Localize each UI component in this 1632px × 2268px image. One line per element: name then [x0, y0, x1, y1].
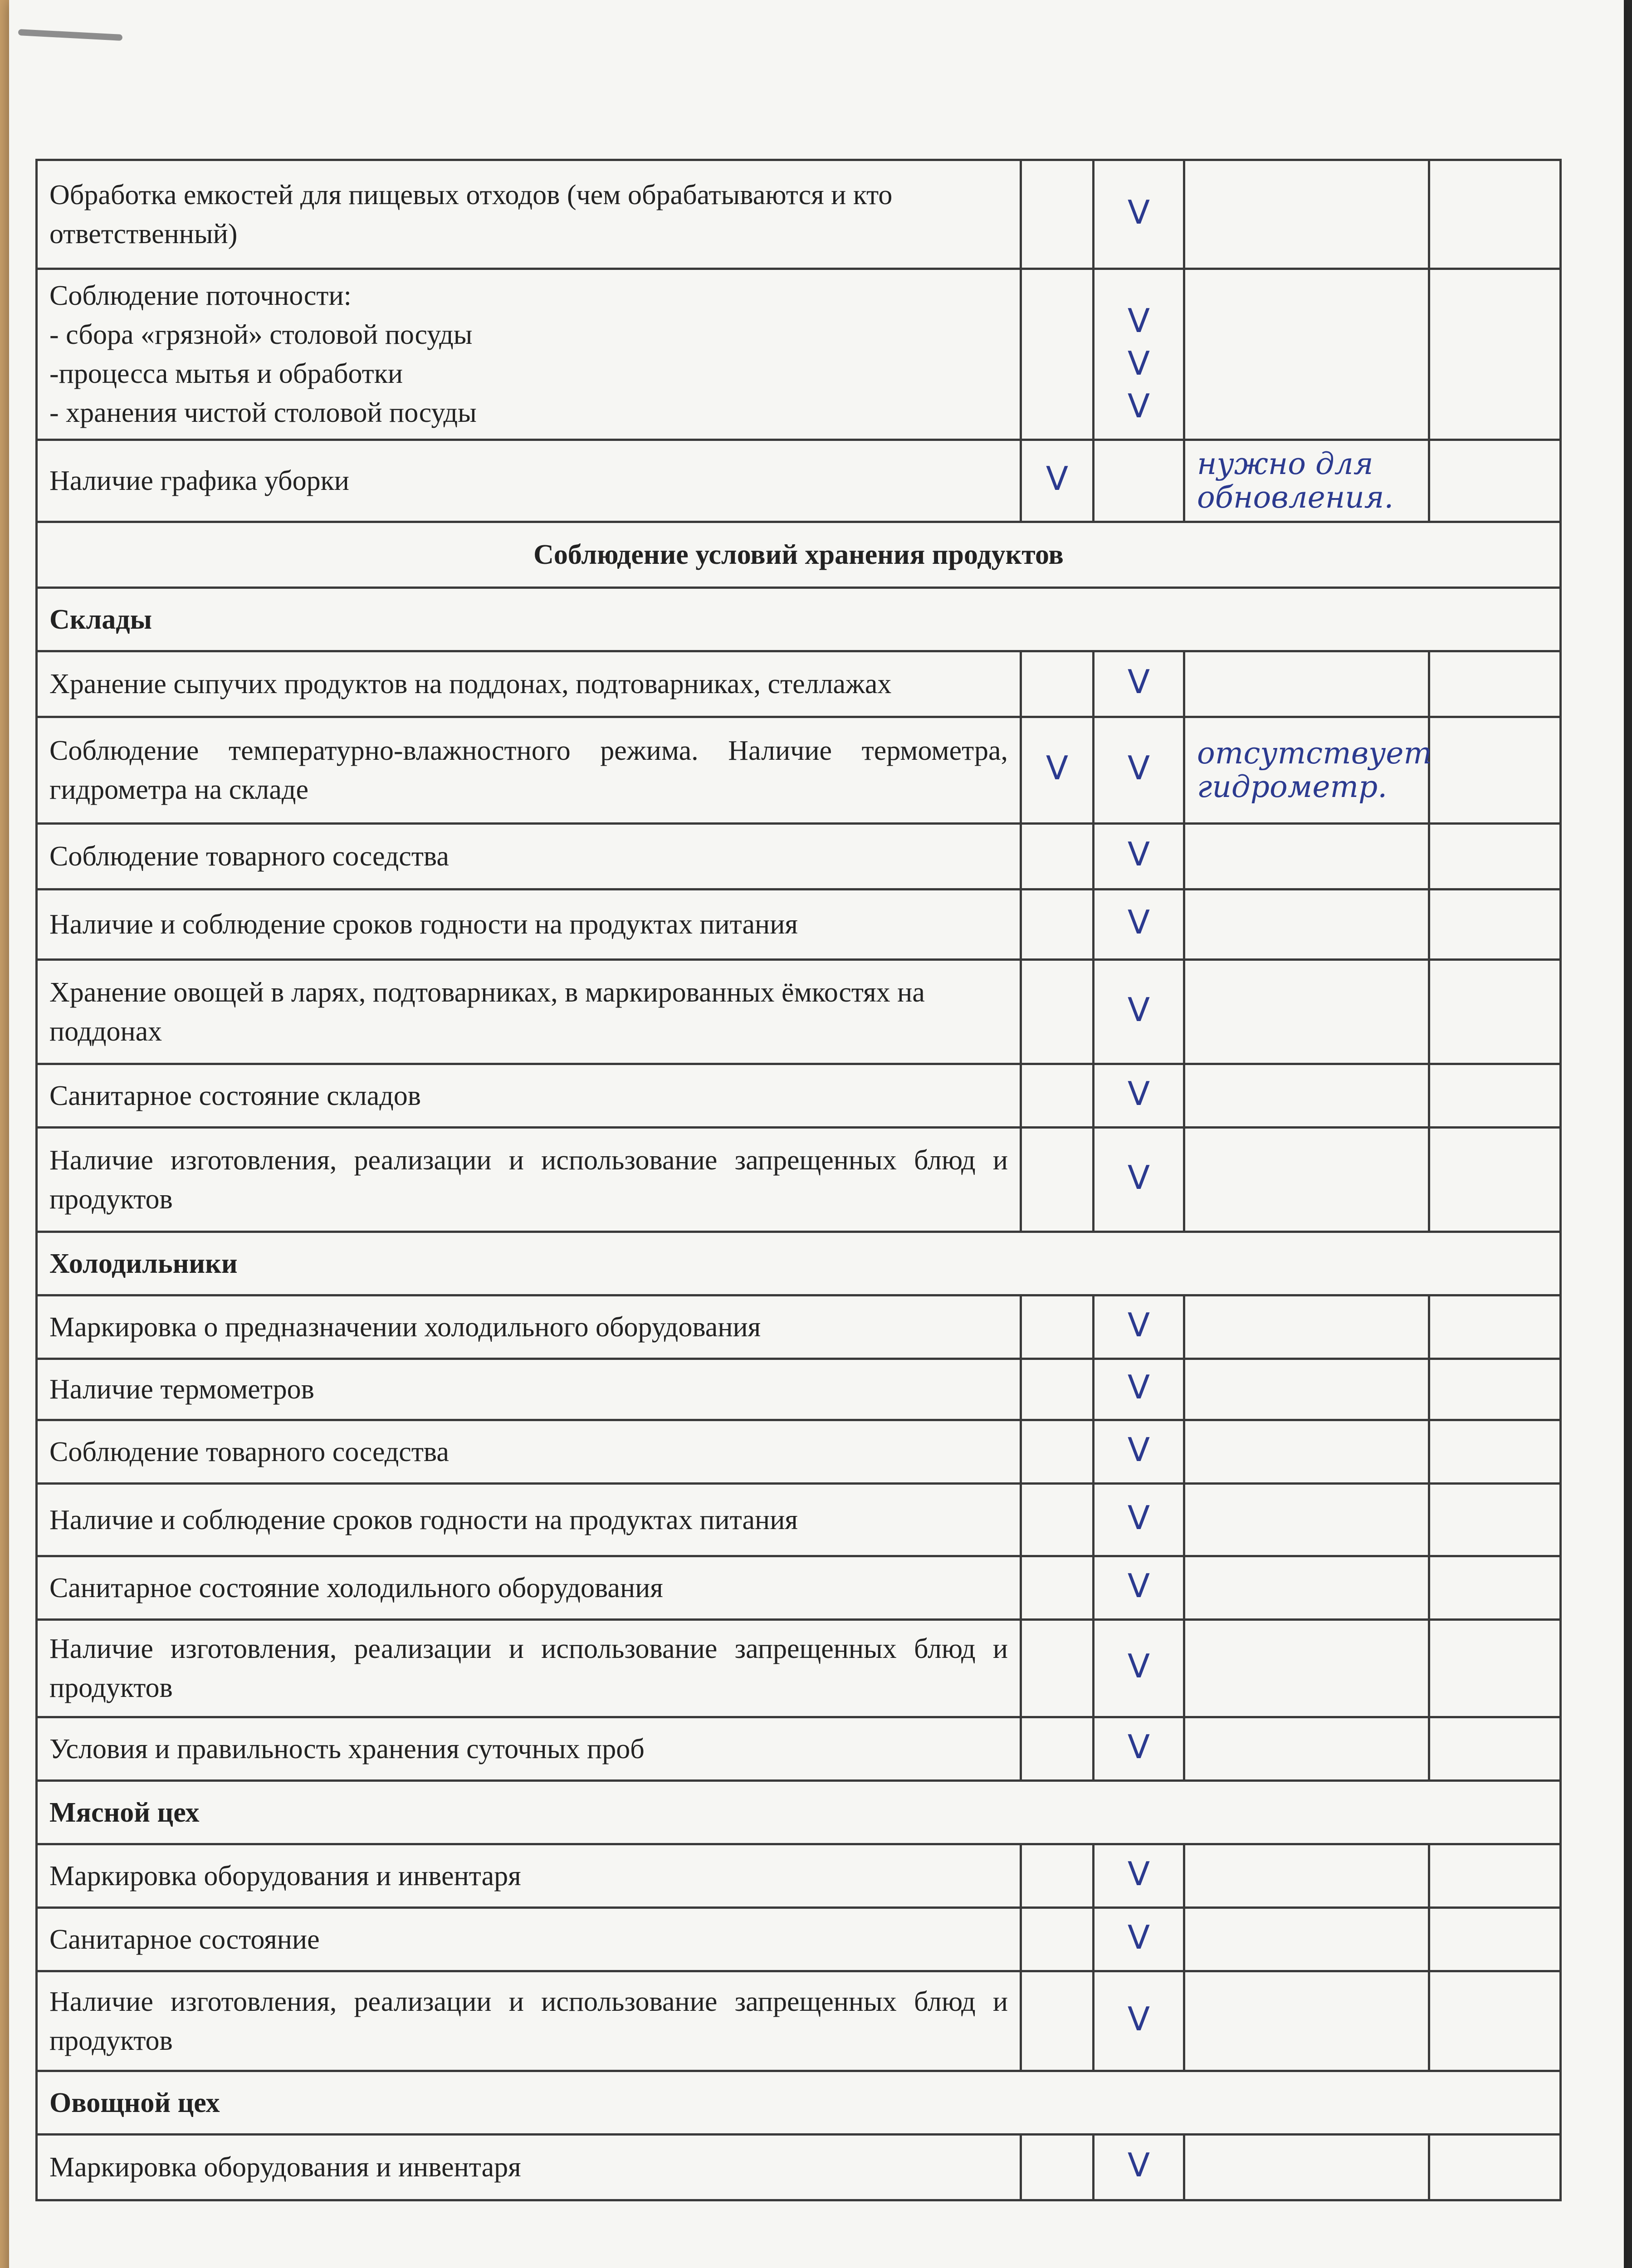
- handwritten-note: отсутствует: [1197, 736, 1432, 771]
- subsection-title: Склады: [37, 588, 1561, 651]
- check-cell-yes: [1021, 651, 1094, 717]
- check-cell-no: [1094, 824, 1184, 890]
- row-question: Соблюдение температурно-влажностного режима. Наличие термометра, гидрометра на складе: [37, 717, 1021, 824]
- check-mark: V: [1127, 1854, 1150, 1893]
- check-cell-yes: [1021, 269, 1094, 440]
- note-cell: [1184, 1620, 1429, 1717]
- table-row: [37, 1971, 1561, 2071]
- row-question: Санитарное состояние: [37, 1908, 1021, 1971]
- staple: [18, 29, 122, 41]
- check-cell-yes: [1021, 1717, 1094, 1781]
- check-mark: V: [1127, 1999, 1150, 2038]
- table-row: [37, 160, 1561, 269]
- check-mark: V: [1127, 1647, 1150, 1685]
- subsection-header-row: [37, 1781, 1561, 1844]
- table-row: [37, 1717, 1561, 1781]
- row-question: Маркировка оборудования и инвентаря: [37, 1844, 1021, 1908]
- extra-cell: [1429, 1064, 1561, 1128]
- note-cell: [1184, 160, 1429, 269]
- note-cell: [1184, 2135, 1429, 2200]
- extra-cell: [1429, 824, 1561, 890]
- check-mark: V: [1127, 835, 1150, 873]
- check-cell-no: [1094, 960, 1184, 1064]
- extra-cell: [1429, 1420, 1561, 1484]
- check-cell-no: [1094, 651, 1184, 717]
- row-question: Наличие и соблюдение сроков годности на продуктах питания: [37, 890, 1021, 960]
- check-mark: V: [1127, 2146, 1150, 2184]
- extra-cell: [1429, 1908, 1561, 1971]
- note-cell: [1184, 1844, 1429, 1908]
- check-cell-no: [1094, 1908, 1184, 1971]
- extra-cell: [1429, 1295, 1561, 1359]
- check-mark: V: [1127, 749, 1150, 787]
- check-cell-no: [1094, 269, 1184, 440]
- check-cell-no: [1094, 1971, 1184, 2071]
- table-row: [37, 1420, 1561, 1484]
- subsection-title: Овощной цех: [37, 2071, 1561, 2135]
- table-row: [37, 1620, 1561, 1717]
- inspection-checklist-table: [35, 159, 1562, 2201]
- check-cell-yes: [1021, 890, 1094, 960]
- check-cell-yes: [1021, 1484, 1094, 1556]
- row-question: Наличие и соблюдение сроков годности на продуктах питания: [37, 1484, 1021, 1556]
- check-cell-yes: [1021, 1844, 1094, 1908]
- table-row: [37, 1295, 1561, 1359]
- check-cell-no: [1094, 1064, 1184, 1128]
- check-cell-no: [1094, 1556, 1184, 1620]
- check-cell-yes: [1021, 1295, 1094, 1359]
- note-cell: [1184, 1556, 1429, 1620]
- check-mark: V: [1127, 1430, 1150, 1469]
- row-line: Соблюдение поточности:: [49, 280, 352, 311]
- check-cell-yes: [1021, 824, 1094, 890]
- table-row: [37, 1128, 1561, 1232]
- check-cell-yes: [1021, 1128, 1094, 1232]
- extra-cell: [1429, 1128, 1561, 1232]
- check-cell-no: [1094, 1484, 1184, 1556]
- check-cell-no: [1094, 1128, 1184, 1232]
- check-cell-yes: [1021, 1971, 1094, 2071]
- subsection-title: Холодильники: [37, 1232, 1561, 1295]
- check-mark: V: [1127, 1368, 1150, 1406]
- check-cell-no: [1094, 1420, 1184, 1484]
- check-cell-no: [1094, 160, 1184, 269]
- section-title: Соблюдение условий хранения продуктов: [37, 522, 1561, 588]
- table-row: [37, 1484, 1561, 1556]
- check-cell-yes: [1021, 1359, 1094, 1420]
- row-question: Обработка емкостей для пищевых отходов (чем обрабатываются и кто ответственный): [37, 160, 1021, 269]
- row-question: Соблюдение товарного соседства: [37, 1420, 1021, 1484]
- handwritten-note: нужно для: [1197, 446, 1373, 481]
- note-cell: [1184, 1064, 1429, 1128]
- check-cell-no: [1094, 1620, 1184, 1717]
- note-cell: [1184, 440, 1429, 522]
- row-question: Хранение сыпучих продуктов на поддонах, подтоварниках, стеллажах: [37, 651, 1021, 717]
- check-mark: V: [1127, 387, 1150, 425]
- table-row: [37, 2135, 1561, 2200]
- table-row: [37, 1844, 1561, 1908]
- check-mark: V: [1127, 1918, 1150, 1956]
- table-row: [37, 717, 1561, 824]
- extra-cell: [1429, 1359, 1561, 1420]
- note-cell: [1184, 717, 1432, 824]
- check-mark: V: [1127, 1158, 1150, 1197]
- table-row: [37, 440, 1561, 522]
- check-cell-yes: [1021, 1420, 1094, 1484]
- subsection-title: Мясной цех: [37, 1781, 1561, 1844]
- check-cell-yes: [1021, 1064, 1094, 1128]
- check-cell-no: [1094, 1359, 1184, 1420]
- check-cell-yes: [1021, 160, 1094, 269]
- extra-cell: [1429, 1484, 1561, 1556]
- row-question: Соблюдение товарного соседства: [37, 824, 1021, 890]
- check-cell-no: [1094, 2135, 1184, 2200]
- table-row: [37, 1556, 1561, 1620]
- check-mark: V: [1046, 749, 1069, 787]
- check-cell-no: [1094, 1844, 1184, 1908]
- extra-cell: [1429, 269, 1561, 440]
- extra-cell: [1429, 2135, 1561, 2200]
- check-cell-yes: [1021, 440, 1094, 522]
- extra-cell: [1429, 160, 1561, 269]
- table-row: [37, 1359, 1561, 1420]
- table-row: [37, 890, 1561, 960]
- extra-cell: [1429, 1717, 1561, 1781]
- row-question: Условия и правильность хранения суточных проб: [37, 1717, 1021, 1781]
- note-cell: [1184, 960, 1429, 1064]
- row-line: - сбора «грязной» столовой посуды: [49, 319, 473, 350]
- check-cell-yes: [1021, 1908, 1094, 1971]
- extra-cell: [1429, 890, 1561, 960]
- check-mark: V: [1127, 1074, 1150, 1113]
- check-cell-yes: [1021, 1556, 1094, 1620]
- note-cell: [1184, 651, 1429, 717]
- extra-cell: [1429, 717, 1561, 824]
- row-question: Маркировка о предназначении холодильного оборудования: [37, 1295, 1021, 1359]
- table-row: [37, 1064, 1561, 1128]
- handwritten-note: обновления.: [1197, 480, 1394, 515]
- row-question: Наличие изготовления, реализации и использование запрещенных блюд и продуктов: [37, 1620, 1021, 1717]
- check-mark: V: [1127, 344, 1150, 382]
- note-cell: [1184, 1295, 1429, 1359]
- check-cell-no: [1094, 440, 1184, 522]
- row-question: [37, 269, 1021, 440]
- row-question: Наличие изготовления, реализации и использование запрещенных блюд и продуктов: [37, 1128, 1021, 1232]
- row-question: Наличие термометров: [37, 1359, 1021, 1420]
- note-cell: [1184, 1908, 1429, 1971]
- check-cell-no: [1094, 890, 1184, 960]
- subsection-header-row: [37, 2071, 1561, 2135]
- check-mark: V: [1127, 1305, 1150, 1344]
- check-mark: V: [1127, 990, 1150, 1029]
- check-mark: V: [1127, 663, 1150, 701]
- extra-cell: [1429, 960, 1561, 1064]
- row-question: Маркировка оборудования и инвентаря: [37, 2135, 1021, 2200]
- extra-cell: [1429, 440, 1561, 522]
- row-line: -процесса мытья и обработки: [49, 358, 403, 389]
- check-cell-yes: [1021, 1620, 1094, 1717]
- note-cell: [1184, 1420, 1429, 1484]
- note-cell: [1184, 1971, 1429, 2071]
- row-question: Санитарное состояние складов: [37, 1064, 1021, 1128]
- note-cell: [1184, 1717, 1429, 1781]
- note-cell: [1184, 890, 1429, 960]
- extra-cell: [1429, 651, 1561, 717]
- check-mark: V: [1127, 1498, 1150, 1537]
- check-mark: V: [1127, 1727, 1150, 1766]
- note-cell: [1184, 1359, 1429, 1420]
- row-question: Санитарное состояние холодильного оборудования: [37, 1556, 1021, 1620]
- row-question: Хранение овощей в ларях, подтоварниках, в маркированных ёмкостях на поддонах: [37, 960, 1021, 1064]
- check-cell-no: [1094, 1717, 1184, 1781]
- extra-cell: [1429, 1556, 1561, 1620]
- note-cell: [1184, 269, 1429, 440]
- check-cell-yes: [1021, 2135, 1094, 2200]
- check-cell-no: [1094, 717, 1184, 824]
- subsection-header-row: [37, 1232, 1561, 1295]
- table-row: [37, 960, 1561, 1064]
- subsection-header-row: [37, 588, 1561, 651]
- note-cell: [1184, 1484, 1429, 1556]
- check-cell-yes: [1021, 717, 1094, 824]
- row-question: Наличие изготовления, реализации и использование запрещенных блюд и продуктов: [37, 1971, 1021, 2071]
- extra-cell: [1429, 1844, 1561, 1908]
- row-question: Наличие графика уборки: [37, 440, 1021, 522]
- check-mark: V: [1127, 193, 1150, 231]
- check-mark: V: [1127, 1566, 1150, 1605]
- check-mark: V: [1127, 302, 1150, 340]
- table-row: [37, 1908, 1561, 1971]
- check-mark: V: [1127, 903, 1150, 941]
- handwritten-note: гидрометр.: [1197, 769, 1388, 804]
- extra-cell: [1429, 1620, 1561, 1717]
- note-cell: [1184, 1128, 1429, 1232]
- check-cell-yes: [1021, 960, 1094, 1064]
- section-header-row: [37, 522, 1561, 588]
- row-line: - хранения чистой столовой посуды: [49, 397, 477, 428]
- note-cell: [1184, 824, 1429, 890]
- table-row: [37, 269, 1561, 440]
- extra-cell: [1429, 1971, 1561, 2071]
- check-cell-no: [1094, 1295, 1184, 1359]
- table-row: [37, 651, 1561, 717]
- table-row: [37, 824, 1561, 890]
- check-mark: V: [1046, 459, 1069, 498]
